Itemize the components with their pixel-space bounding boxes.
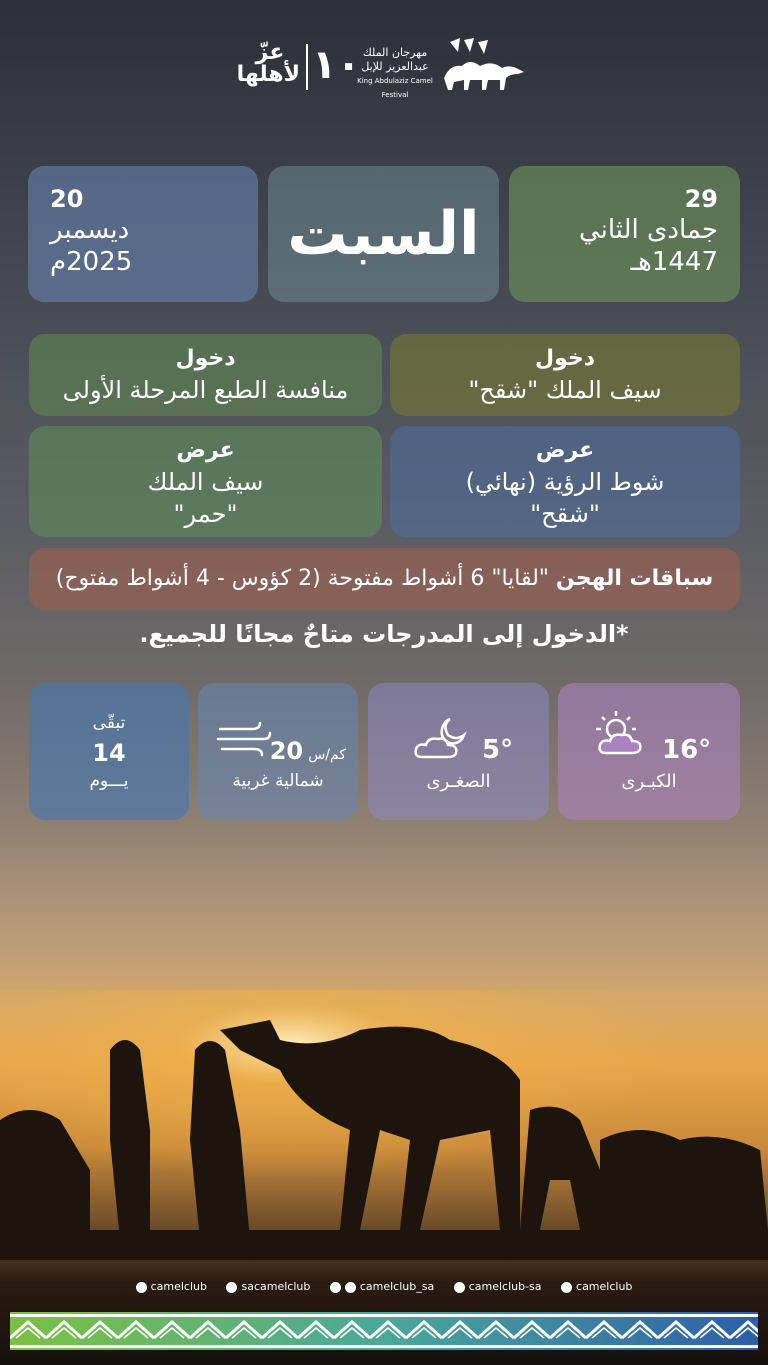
event-name: سيف الملك "شقح": [468, 376, 662, 404]
decorative-pattern-band: [10, 1312, 758, 1350]
countdown-card: [29, 683, 189, 820]
wind-value: 20: [269, 737, 304, 765]
linkedin-icon: [561, 1282, 572, 1293]
hijri-year: 1447هـ: [630, 247, 718, 277]
social-tiktok-instagram[interactable]: camelclub_sa: [330, 1280, 434, 1293]
festival-name-en: King Abdulaziz Camel Festival: [357, 77, 433, 99]
weekday: السبت: [287, 199, 480, 269]
race-title: سباقات الهجن: [555, 566, 714, 591]
gregorian-year: 2025م: [50, 247, 133, 277]
race-details: "لقايا" 6 أشواط مفتوحة (2 كؤوس - 4 أشواط مفتوح): [55, 566, 549, 591]
gregorian-day: 20: [50, 185, 84, 213]
wind-icon: [216, 719, 272, 757]
tiktok-icon: [330, 1282, 341, 1293]
max-temp-value: 16°: [662, 735, 712, 765]
min-temp-value: 5°: [482, 735, 514, 765]
social-snapchat[interactable]: camelclub-sa: [454, 1280, 542, 1293]
hijri-date-card: [509, 166, 740, 302]
wind-unit: كم/س: [308, 747, 346, 763]
gregorian-month: ديسمبر: [50, 215, 130, 245]
max-temp-label: الكبـرى: [621, 771, 677, 792]
tenth-edition-logo: ١٠: [312, 42, 361, 88]
wind-speed: [270, 737, 346, 765]
social-facebook[interactable]: sacamelclub: [226, 1280, 310, 1293]
hijri-month: جمادى الثاني: [578, 215, 718, 245]
event-card: [390, 426, 740, 537]
facebook-icon: [226, 1282, 237, 1293]
wind-direction: شمالية غربية: [232, 771, 324, 791]
event-name: شوط الرؤية (نهائي): [465, 468, 665, 496]
countdown-value: 14: [92, 739, 126, 767]
gregorian-date-card: [28, 166, 258, 302]
festival-logo-text: [352, 46, 438, 102]
event-type: عرض: [176, 438, 235, 463]
event-name: منافسة الطبع المرحلة الأولى: [62, 376, 349, 404]
social-linkedin[interactable]: camelclub: [561, 1280, 632, 1293]
max-temp-card: [558, 683, 740, 820]
social-x[interactable]: camelclub: [136, 1280, 207, 1293]
event-sub: "حمر": [173, 500, 238, 528]
slogan-logo: عزّ لأهلها: [236, 40, 300, 87]
event-type: دخول: [175, 346, 236, 371]
min-temp-card: [368, 683, 549, 820]
event-name: سيف الملك: [147, 468, 264, 496]
x-icon: [136, 1282, 147, 1293]
free-entry-note: *الدخول إلى المدرجات متاحٌ مجانًا للجميع.: [139, 620, 629, 648]
instagram-icon: [345, 1282, 356, 1293]
event-card: [29, 334, 382, 416]
event-type: دخول: [534, 346, 596, 371]
social-links: [0, 1280, 768, 1293]
countdown-label: تبقّى: [92, 713, 126, 733]
min-temp-label: الصغـرى: [426, 771, 491, 792]
logo-divider: [306, 44, 308, 90]
hijri-day: 29: [684, 185, 718, 213]
camel-scene-image: [0, 990, 768, 1260]
snapchat-icon: [454, 1282, 465, 1293]
event-card: [390, 334, 740, 416]
sun-cloud-icon: [592, 709, 652, 759]
header-logos: [236, 38, 530, 99]
event-sub: "شقح": [530, 500, 600, 528]
event-type: عرض: [535, 438, 595, 463]
wind-card: [198, 683, 358, 820]
camel-race-card: [29, 548, 740, 610]
countdown-unit: يـــوم: [89, 771, 129, 791]
moon-cloud-icon: [412, 715, 470, 761]
camel-riders-logo-icon: [440, 38, 528, 94]
event-card: [29, 426, 382, 537]
weekday-card: [268, 166, 499, 302]
festival-name-ar: مهرجان الملك عبدالعزيز للإبل: [361, 46, 429, 73]
